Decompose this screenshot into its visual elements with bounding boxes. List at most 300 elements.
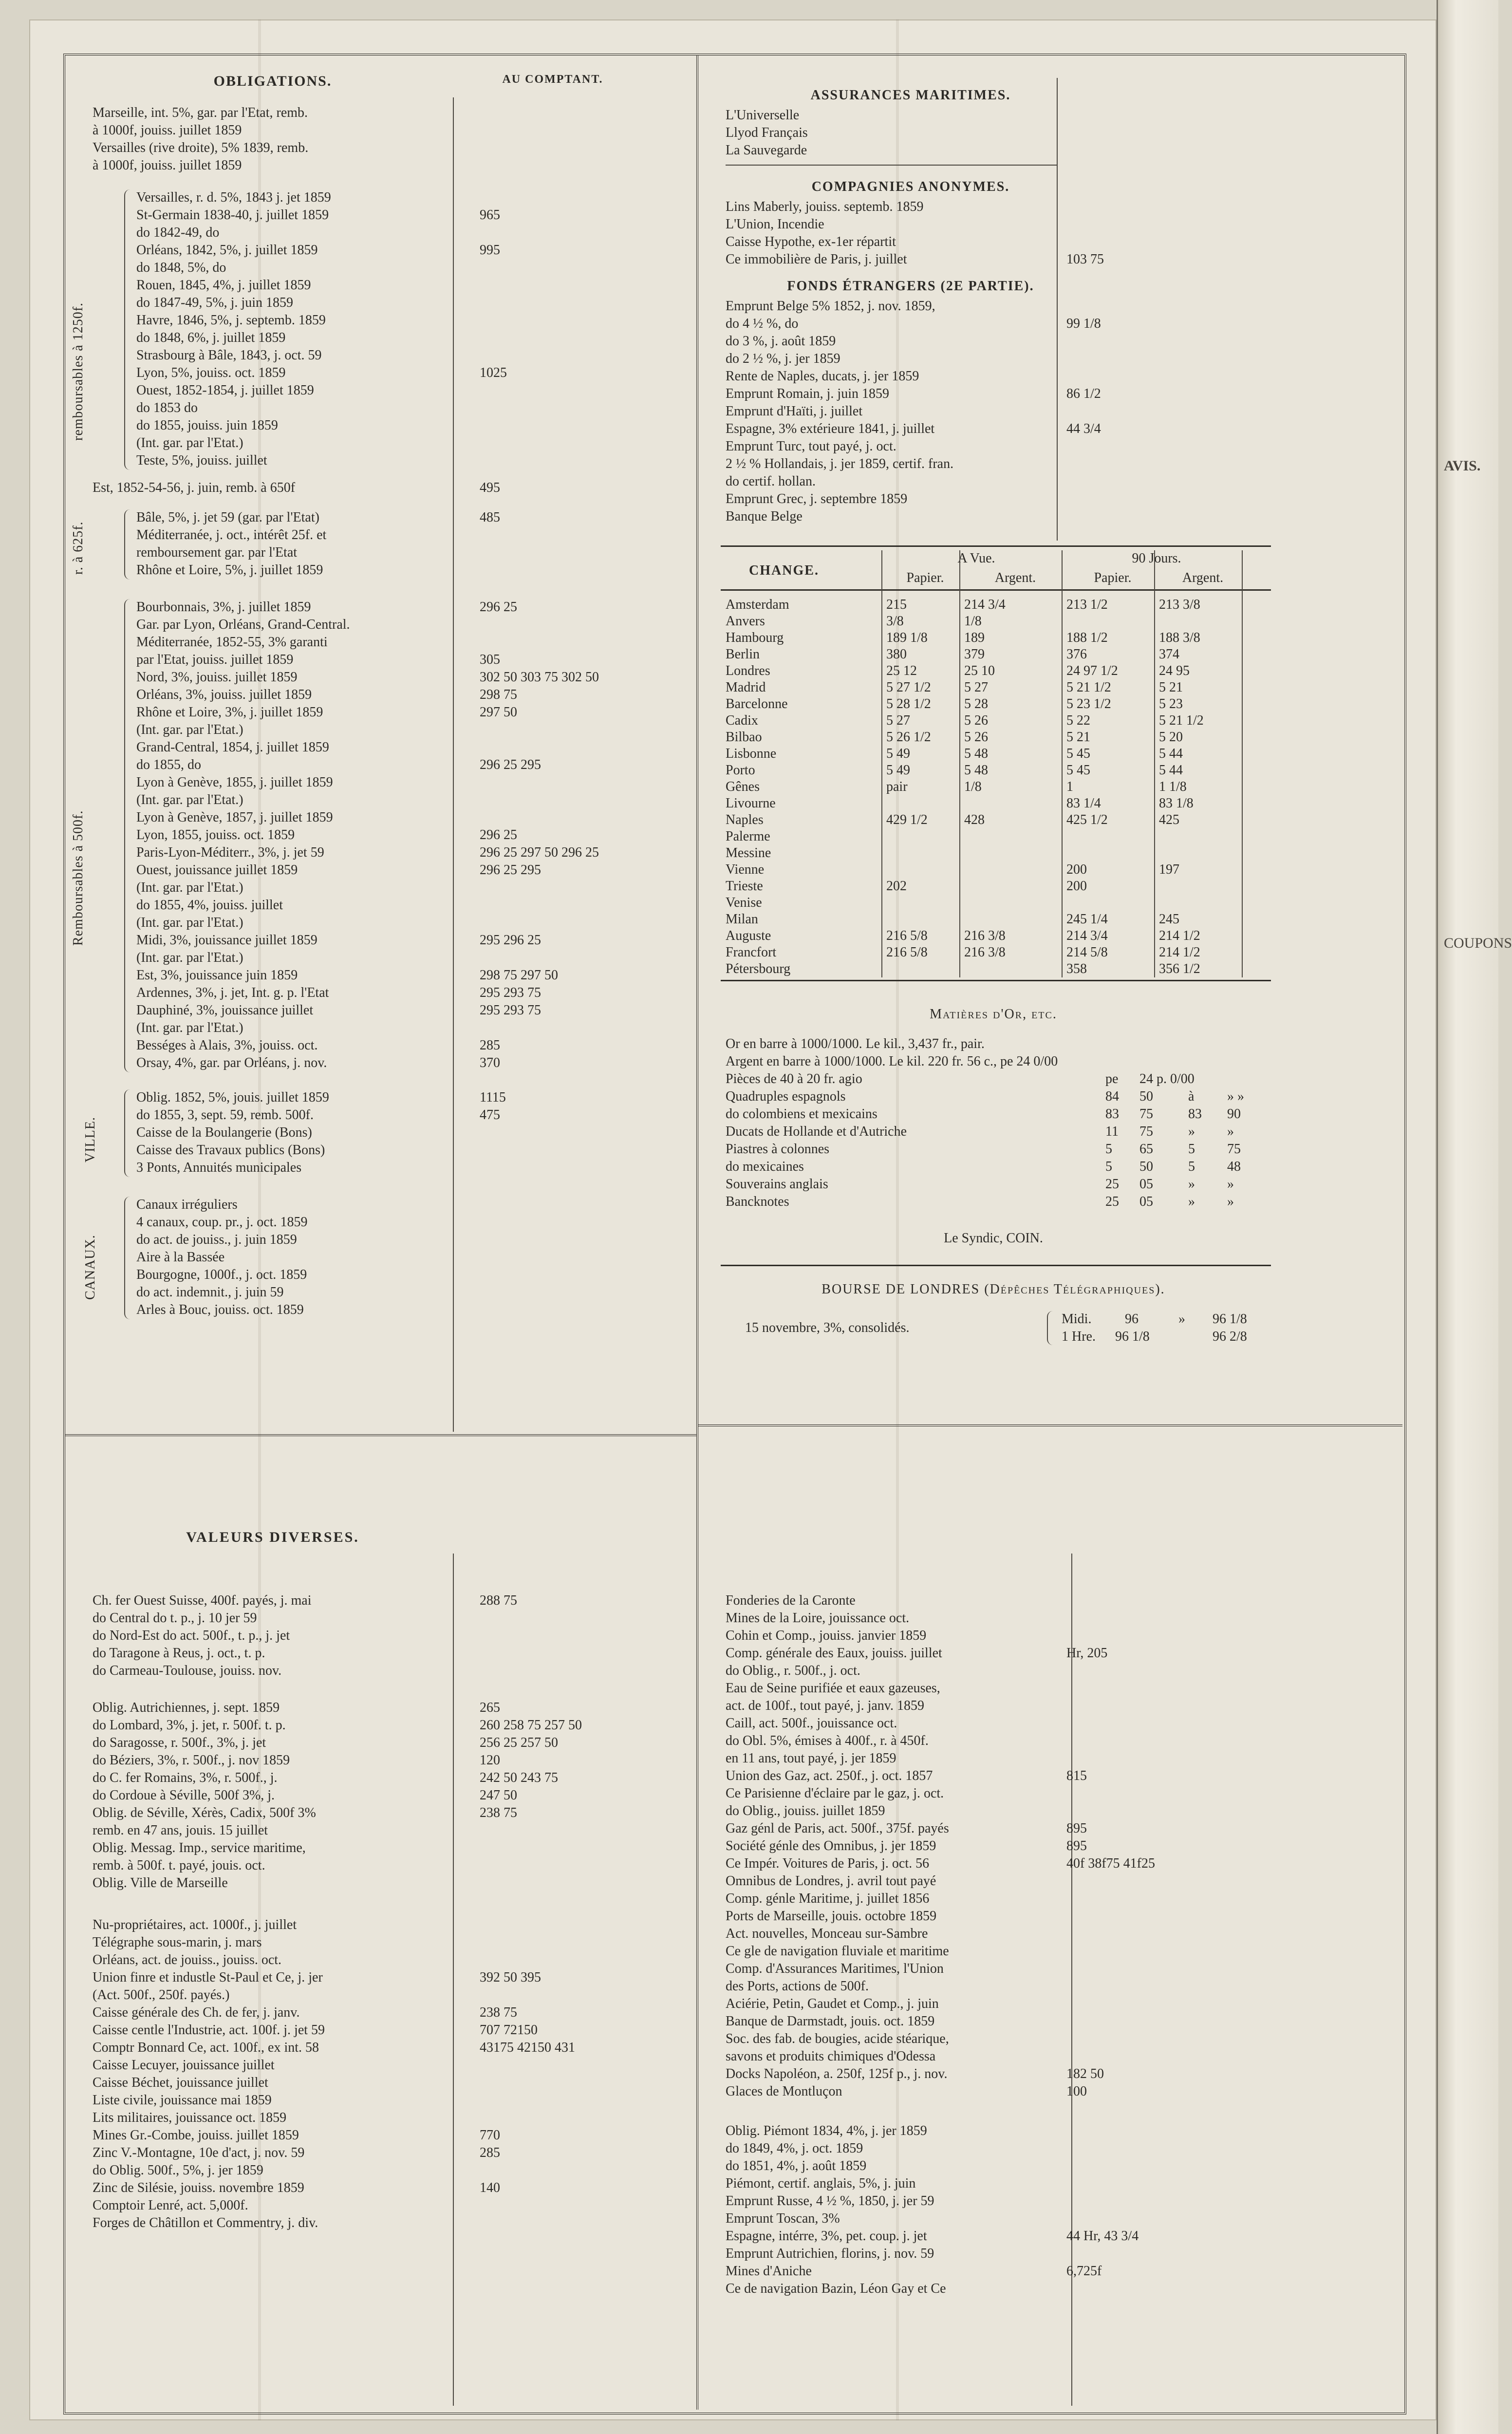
table-row (93, 1628, 677, 1644)
row-label: do 1855, 3, sept. 59, remb. 500f. (136, 1107, 314, 1123)
row-label: Zinc de Silésie, jouiss. novembre 1859 (93, 2180, 304, 2195)
change-vue-argent: 428 (964, 812, 985, 827)
table-row (726, 298, 1359, 315)
row-label: en 11 ans, tout payé, j. jer 1859 (726, 1751, 896, 1766)
row-label: Rhône et Loire, 3%, j. juillet 1859 (136, 705, 323, 720)
change-90j-papier: 1 (1066, 779, 1073, 794)
table-row (136, 1249, 721, 1266)
newspaper-page (29, 19, 1437, 2420)
row-value: 44 3/4 (1066, 421, 1101, 436)
row-label: Bâle, 5%, j. jet 59 (gar. par l'Etat) (136, 510, 319, 525)
row-label: Teste, 5%, jouiss. juillet (136, 453, 267, 468)
group-label-1250: remboursables à 1250f. (71, 302, 86, 441)
row-label: Espagne, intérre, 3%, pet. coup. j. jet (726, 2228, 927, 2244)
table-row (93, 1735, 677, 1751)
row-label: Nu-propriétaires, act. 1000f., j. juillet (93, 1917, 297, 1932)
row-value: 288 75 (480, 1593, 517, 1608)
row-label: do 1848, 5%, do (136, 260, 226, 275)
table-row (726, 1855, 1359, 1872)
change-column-line (1154, 550, 1155, 977)
change-city: Francfort (726, 945, 777, 960)
table-row (93, 2004, 677, 2021)
row-label: remb. à 500f. t. payé, jouis. oct. (93, 1858, 265, 1873)
row-label: Fonderies de la Caronte (726, 1593, 856, 1608)
table-row (726, 1820, 1359, 1837)
row-label: Oblig. Piémont 1834, 4%, j. jer 1859 (726, 2123, 927, 2138)
row-value: 295 296 25 (480, 933, 541, 948)
row-label: Caisse Béchet, jouissance juillet (93, 2075, 268, 2090)
table-row (136, 897, 721, 914)
row-label: Act. nouvelles, Monceau sur-Sambre (726, 1926, 928, 1941)
table-row (726, 2066, 1359, 2082)
row-label: Oblig. de Séville, Xérès, Cadix, 500f 3% (93, 1805, 316, 1820)
change-city: Pétersbourg (726, 961, 791, 976)
row-label: (Int. gar. par l'Etat.) (136, 722, 243, 737)
table-row (726, 1838, 1359, 1854)
table-row (726, 2246, 1359, 2262)
londres-midi-3: 96 1/8 (1213, 1311, 1247, 1327)
row-value: 392 50 395 (480, 1970, 541, 1985)
row-label: Lits militaires, jouissance oct. 1859 (93, 2110, 287, 2125)
row-label: Caisse Hypothe, ex-1er répartit (726, 234, 896, 249)
matiere-c2: 65 (1139, 1142, 1153, 1157)
row-label: Méditerranée, j. oct., intérêt 25f. et (136, 527, 327, 543)
change-city: Auguste (726, 928, 771, 943)
group-label-625: r. à 625f. (71, 521, 86, 575)
row-value: 44 Hr, 43 3/4 (1066, 2228, 1139, 2244)
table-row (136, 704, 721, 721)
row-value: 40f 38f75 41f25 (1066, 1856, 1155, 1871)
table-row (93, 1857, 677, 1874)
table-row (726, 234, 1359, 250)
change-vue-papier: 202 (886, 879, 907, 894)
row-label: act. de 100f., tout payé, j. janv. 1859 (726, 1698, 924, 1713)
group-label-ville: VILLE. (83, 1117, 98, 1162)
row-value: 260 258 75 257 50 (480, 1718, 582, 1733)
row-label: Gar. par Lyon, Orléans, Grand-Central. (136, 617, 350, 632)
table-row (136, 634, 721, 651)
row-label: Marseille, int. 5%, gar. par l'Etat, remb. (93, 105, 308, 120)
table-row (726, 1785, 1359, 1802)
table-row (136, 562, 721, 579)
row-value: 6,725f (1066, 2264, 1102, 2279)
londres-brace (1047, 1311, 1055, 1345)
change-city: Livourne (726, 796, 776, 811)
row-value: 296 25 295 (480, 757, 541, 772)
matiere-c1: 5 (1105, 1142, 1112, 1157)
row-label: do act. de jouiss., j. juin 1859 (136, 1232, 297, 1247)
change-city: Bilbao (726, 730, 762, 745)
change-city: Venise (726, 895, 762, 910)
row-label: La Sauvegarde (726, 143, 807, 158)
row-label: par l'Etat, jouiss. juillet 1859 (136, 652, 294, 667)
row-label: à 1000f, jouiss. juillet 1859 (93, 158, 242, 173)
group-brace (124, 1089, 132, 1177)
row-value: 965 (480, 207, 500, 223)
table-row (136, 1302, 721, 1318)
table-row (136, 967, 721, 984)
table-row (136, 599, 721, 616)
row-label: do 1851, 4%, j. août 1859 (726, 2158, 867, 2173)
valeurs-diverses-header: VALEURS DIVERSES. (186, 1529, 359, 1545)
row-label: Lyon, 1855, jouiss. oct. 1859 (136, 827, 295, 843)
table-row (93, 2057, 677, 2074)
table-row (726, 2193, 1359, 2209)
rule (721, 1265, 1271, 1266)
group-brace (124, 189, 132, 470)
row-label: Caisse de la Boulangerie (Bons) (136, 1125, 312, 1140)
change-vue-papier: 215 (886, 597, 907, 612)
row-label: Espagne, 3% extérieure 1841, j. juillet (726, 421, 935, 436)
row-label: Strasbourg à Bâle, 1843, j. oct. 59 (136, 348, 322, 363)
row-label: do Nord-Est do act. 500f., t. p., j. jet (93, 1628, 290, 1643)
table-row (726, 2048, 1359, 2065)
row-label: Emprunt Grec, j. septembre 1859 (726, 491, 908, 506)
change-vue-argent: 189 (964, 630, 985, 645)
change-90j-argent: 24 95 (1159, 663, 1190, 678)
table-row (93, 1987, 677, 2003)
row-label: L'Union, Incendie (726, 217, 824, 232)
row-label: savons et produits chimiques d'Odessa (726, 2049, 936, 2064)
row-label: do 1855, do (136, 757, 201, 772)
table-row (93, 480, 677, 496)
row-label: (Int. gar. par l'Etat.) (136, 915, 243, 930)
row-label: Bourgogne, 1000f., j. oct. 1859 (136, 1267, 307, 1282)
row-value: 238 75 (480, 1805, 517, 1820)
matieres-header: Matières d'Or, etc. (930, 1007, 1057, 1022)
a-vue-header: A Vue. (957, 551, 995, 566)
row-value: 298 75 (480, 687, 517, 702)
table-row (136, 277, 721, 294)
table-row (726, 2175, 1359, 2192)
row-value: 298 75 297 50 (480, 968, 558, 983)
table-row (726, 403, 1359, 420)
change-vue-papier: 5 28 1/2 (886, 696, 931, 711)
jours-90-header: 90 Jours. (1132, 551, 1181, 566)
change-90j-papier: 213 1/2 (1066, 597, 1108, 612)
table-row (93, 1952, 677, 1968)
matiere-c1: 5 (1105, 1159, 1112, 1174)
table-row (726, 491, 1359, 507)
change-vue-papier: pair (886, 779, 908, 794)
row-label: do Obl. 5%, émises à 400f., r. à 450f. (726, 1733, 929, 1748)
table-row (93, 1787, 677, 1804)
matiere-label: Argent en barre à 1000/1000. Le kil. 220 fr. 56 c., pe 24 0/00 (726, 1054, 1058, 1069)
matiere-label: Pièces de 40 à 20 fr. agio (726, 1071, 862, 1086)
change-vue-argent: 5 48 (964, 746, 988, 761)
row-label: (Int. gar. par l'Etat.) (136, 950, 243, 965)
change-column-line (959, 550, 960, 977)
row-label: Ce Parisienne d'éclaire par le gaz, j. oct. (726, 1786, 944, 1801)
row-value: Hr, 205 (1066, 1646, 1108, 1661)
row-value: 86 1/2 (1066, 386, 1101, 401)
table-row (136, 242, 721, 259)
row-label: Soc. des fab. de bougies, acide stéarique, (726, 2031, 949, 2046)
change-90j-argent: 5 44 (1159, 746, 1183, 761)
change-90j-papier: 358 (1066, 961, 1087, 976)
table-row (136, 347, 721, 364)
row-label: L'Universelle (726, 108, 800, 123)
change-90j-argent: 213 3/8 (1159, 597, 1200, 612)
row-value: 296 25 (480, 827, 517, 843)
matiere-c1: 83 (1105, 1106, 1119, 1122)
row-label: do Saragosse, r. 500f., 3%, j. jet (93, 1735, 266, 1750)
table-row (726, 2263, 1359, 2280)
table-row (136, 652, 721, 668)
change-90j-papier: 245 1/4 (1066, 912, 1108, 927)
table-row (136, 687, 721, 703)
row-label: (Int. gar. par l'Etat.) (136, 880, 243, 895)
row-label: Gaz génl de Paris, act. 500f., 375f. payés (726, 1821, 949, 1836)
matiere-c2: 50 (1139, 1089, 1153, 1104)
change-vue-papier: 380 (886, 647, 907, 662)
change-city: Gênes (726, 779, 760, 794)
table-row (726, 386, 1359, 402)
row-label: Oblig. Autrichiennes, j. sept. 1859 (93, 1700, 280, 1715)
table-row (136, 400, 721, 416)
row-value: 995 (480, 243, 500, 258)
row-value: 120 (480, 1753, 500, 1768)
change-city: Vienne (726, 862, 765, 877)
row-label: Dauphiné, 3%, jouissance juillet (136, 1003, 314, 1018)
change-city: Hambourg (726, 630, 784, 645)
table-row (136, 739, 721, 756)
table-row (93, 1610, 677, 1627)
row-label: Est, 1852-54-56, j. juin, remb. à 650f (93, 480, 296, 495)
change-90j-argent: 5 23 (1159, 696, 1183, 711)
table-row (93, 1770, 677, 1786)
row-label: Omnibus de Londres, j. avril tout payé (726, 1873, 936, 1889)
change-90j-papier: 5 45 (1066, 763, 1090, 778)
change-vue-argent: 5 28 (964, 696, 988, 711)
row-value: 370 (480, 1055, 500, 1070)
row-value: 256 25 257 50 (480, 1735, 558, 1750)
row-label: Arles à Bouc, jouiss. oct. 1859 (136, 1302, 304, 1317)
change-90j-argent: 188 3/8 (1159, 630, 1200, 645)
row-label: Aire à la Bassée (136, 1250, 225, 1265)
matiere-c1: 11 (1105, 1124, 1119, 1139)
row-label: Glaces de Montluçon (726, 2084, 842, 2099)
row-label: Emprunt d'Haïti, j. juillet (726, 404, 863, 419)
table-row (136, 435, 721, 451)
adjacent-page-edge (1437, 0, 1512, 2434)
table-row (136, 1002, 721, 1019)
table-row (726, 1978, 1359, 1995)
table-row (93, 1700, 677, 1716)
change-vue-argent: 214 3/4 (964, 597, 1006, 612)
table-row (726, 2013, 1359, 2030)
change-90j-argent: 214 1/2 (1159, 945, 1200, 960)
row-label: Ardennes, 3%, j. jet, Int. g. p. l'Etat (136, 985, 329, 1000)
row-label: Lyon à Genève, 1857, j. juillet 1859 (136, 810, 333, 825)
table-row (726, 199, 1359, 215)
row-label: do C. fer Romains, 3%, r. 500f., j. (93, 1770, 278, 1785)
change-vue-papier: 429 1/2 (886, 812, 928, 827)
row-label: Société génle des Omnibus, j. jer 1859 (726, 1838, 936, 1854)
row-value: 495 (480, 480, 500, 495)
row-label: Oblig. 1852, 5%, jouis. juillet 1859 (136, 1090, 329, 1105)
table-row (93, 1875, 677, 1891)
table-row (726, 421, 1359, 437)
table-row (726, 125, 1359, 141)
change-90j-argent: 374 (1159, 647, 1179, 662)
change-90j-argent: 245 (1159, 912, 1179, 927)
change-90j-papier: 188 1/2 (1066, 630, 1108, 645)
change-vue-argent: 216 3/8 (964, 928, 1006, 943)
value-column-line (453, 97, 454, 1432)
row-label: Caisse Lecuyer, jouissance juillet (93, 2058, 275, 2073)
value-column-line (453, 1554, 454, 2406)
londres-midi-2: » (1178, 1311, 1185, 1327)
table-row (726, 2123, 1359, 2139)
row-label: do 4 ½ %, do (726, 316, 799, 331)
row-label: (Int. gar. par l'Etat.) (136, 1020, 243, 1035)
table-row (136, 417, 721, 434)
row-label: Mines de la Loire, jouissance oct. (726, 1610, 910, 1626)
change-90j-papier: 425 1/2 (1066, 812, 1108, 827)
row-label: do 1847-49, 5%, j. juin 1859 (136, 295, 293, 310)
table-row (93, 2215, 677, 2231)
table-row (726, 107, 1359, 124)
matiere-c3: 5 (1188, 1159, 1195, 1174)
change-vue-argent: 25 10 (964, 663, 995, 678)
obligations-header: OBLIGATIONS. (213, 73, 332, 89)
group-brace (124, 509, 132, 580)
table-row (726, 1645, 1359, 1662)
change-90j-papier: 200 (1066, 862, 1087, 877)
row-label: Ouest, 1852-1854, j. juillet 1859 (136, 383, 314, 398)
table-row (136, 792, 721, 808)
table-row (726, 1926, 1359, 1942)
row-label: Grand-Central, 1854, j. juillet 1859 (136, 740, 329, 755)
row-value: 285 (480, 2145, 500, 2160)
matiere-label: Or en barre à 1000/1000. Le kil., 3,437 fr., pair. (726, 1036, 985, 1051)
change-90j-argent: 5 20 (1159, 730, 1183, 745)
row-label: do Cordoue à Séville, 500f 3%, j. (93, 1788, 275, 1803)
matiere-c3: » (1188, 1177, 1195, 1192)
change-90j-papier: 24 97 1/2 (1066, 663, 1118, 678)
table-row (93, 1934, 677, 1951)
table-row (136, 862, 721, 879)
table-row (93, 122, 677, 139)
table-row (136, 1124, 721, 1141)
table-row (726, 216, 1359, 233)
table-row (93, 1822, 677, 1839)
table-row (726, 1663, 1359, 1679)
change-vue-argent: 216 3/8 (964, 945, 1006, 960)
row-value: 296 25 297 50 296 25 (480, 845, 599, 860)
table-row (726, 251, 1359, 268)
table-row (726, 1715, 1359, 1732)
change-city: Naples (726, 812, 764, 827)
row-value: 895 (1066, 1821, 1087, 1836)
matiere-c2: 75 (1139, 1106, 1153, 1122)
row-label: Comp. d'Assurances Maritimes, l'Union (726, 1961, 944, 1976)
matiere-c3: 83 (1188, 1106, 1202, 1122)
matiere-c2: 50 (1139, 1159, 1153, 1174)
table-row (726, 438, 1359, 455)
row-label: Comptoir Lenré, act. 5,000f. (93, 2198, 248, 2213)
change-90j-argent: 197 (1159, 862, 1179, 877)
change-column-line (1062, 550, 1063, 977)
rule (721, 980, 1271, 981)
table-row (726, 473, 1359, 490)
rule (721, 589, 1271, 591)
row-label: Piémont, certif. anglais, 5%, j. juin (726, 2176, 916, 2191)
row-label: Caisse générale des Ch. de fer, j. janv. (93, 2005, 300, 2020)
row-label: do 1842-49, do (136, 225, 220, 240)
change-90j-argent: 1 1/8 (1159, 779, 1187, 794)
table-row (136, 844, 721, 861)
table-row (136, 1197, 721, 1213)
table-row (93, 2075, 677, 2091)
change-90j-papier: 5 23 1/2 (1066, 696, 1111, 711)
row-label: Canaux irréguliers (136, 1197, 238, 1212)
row-label: Emprunt Romain, j. juin 1859 (726, 386, 889, 401)
matiere-c3: » (1188, 1124, 1195, 1139)
table-row (93, 2040, 677, 2056)
table-row (93, 1752, 677, 1769)
matiere-c1: 25 (1105, 1177, 1119, 1192)
change-vue-papier: 5 27 (886, 713, 910, 728)
table-row (136, 617, 721, 633)
row-label: Mines d'Aniche (726, 2264, 812, 2279)
row-label: Nord, 3%, jouiss. juillet 1859 (136, 670, 298, 685)
londres-midi-label: Midi. (1062, 1311, 1092, 1327)
table-row (136, 452, 721, 469)
change-city: Trieste (726, 879, 763, 894)
row-value: 295 293 75 (480, 985, 541, 1000)
table-row (93, 2092, 677, 2109)
table-row (136, 365, 721, 381)
change-vue-argent: 379 (964, 647, 985, 662)
row-label: Emprunt Belge 5% 1852, j. nov. 1859, (726, 299, 935, 314)
table-row (726, 1768, 1359, 1784)
change-90j-papier: 214 3/4 (1066, 928, 1108, 943)
matiere-c3: 5 (1188, 1142, 1195, 1157)
row-value: 305 (480, 652, 500, 667)
row-label: (Act. 500f., 250f. payés.) (93, 1987, 230, 2003)
row-value: 302 50 303 75 302 50 (480, 670, 599, 685)
row-label: Orléans, 1842, 5%, j. juillet 1859 (136, 243, 318, 258)
change-90j-argent: 425 (1159, 812, 1179, 827)
section-divider (65, 1434, 696, 1436)
table-row (136, 260, 721, 276)
matiere-label: Bancknotes (726, 1194, 789, 1209)
row-value: 140 (480, 2180, 500, 2195)
table-row (93, 2110, 677, 2126)
matiere-c4: » » (1227, 1089, 1244, 1104)
table-row (136, 932, 721, 949)
row-label: Comptr Bonnard Ce, act. 100f., ex int. 58 (93, 2040, 319, 2055)
row-label: Zinc V.-Montagne, 10e d'act, j. nov. 59 (93, 2145, 305, 2160)
table-row (136, 382, 721, 399)
table-row (136, 295, 721, 311)
change-vue-papier: 5 26 1/2 (886, 730, 931, 745)
change-column-line (1242, 550, 1243, 977)
row-label: do 1849, 4%, j. oct. 1859 (726, 2141, 863, 2156)
table-row (93, 2127, 677, 2144)
table-row (136, 915, 721, 931)
change-90j-papier: 83 1/4 (1066, 796, 1101, 811)
matiere-label: do colombiens et mexicains (726, 1106, 877, 1122)
row-value: 285 (480, 1038, 500, 1053)
table-row (136, 985, 721, 1001)
table-row (136, 1020, 721, 1036)
row-label: Ch. fer Ouest Suisse, 400f. payés, j. mai (93, 1593, 312, 1608)
table-row (93, 2197, 677, 2214)
table-row (726, 1891, 1359, 1907)
